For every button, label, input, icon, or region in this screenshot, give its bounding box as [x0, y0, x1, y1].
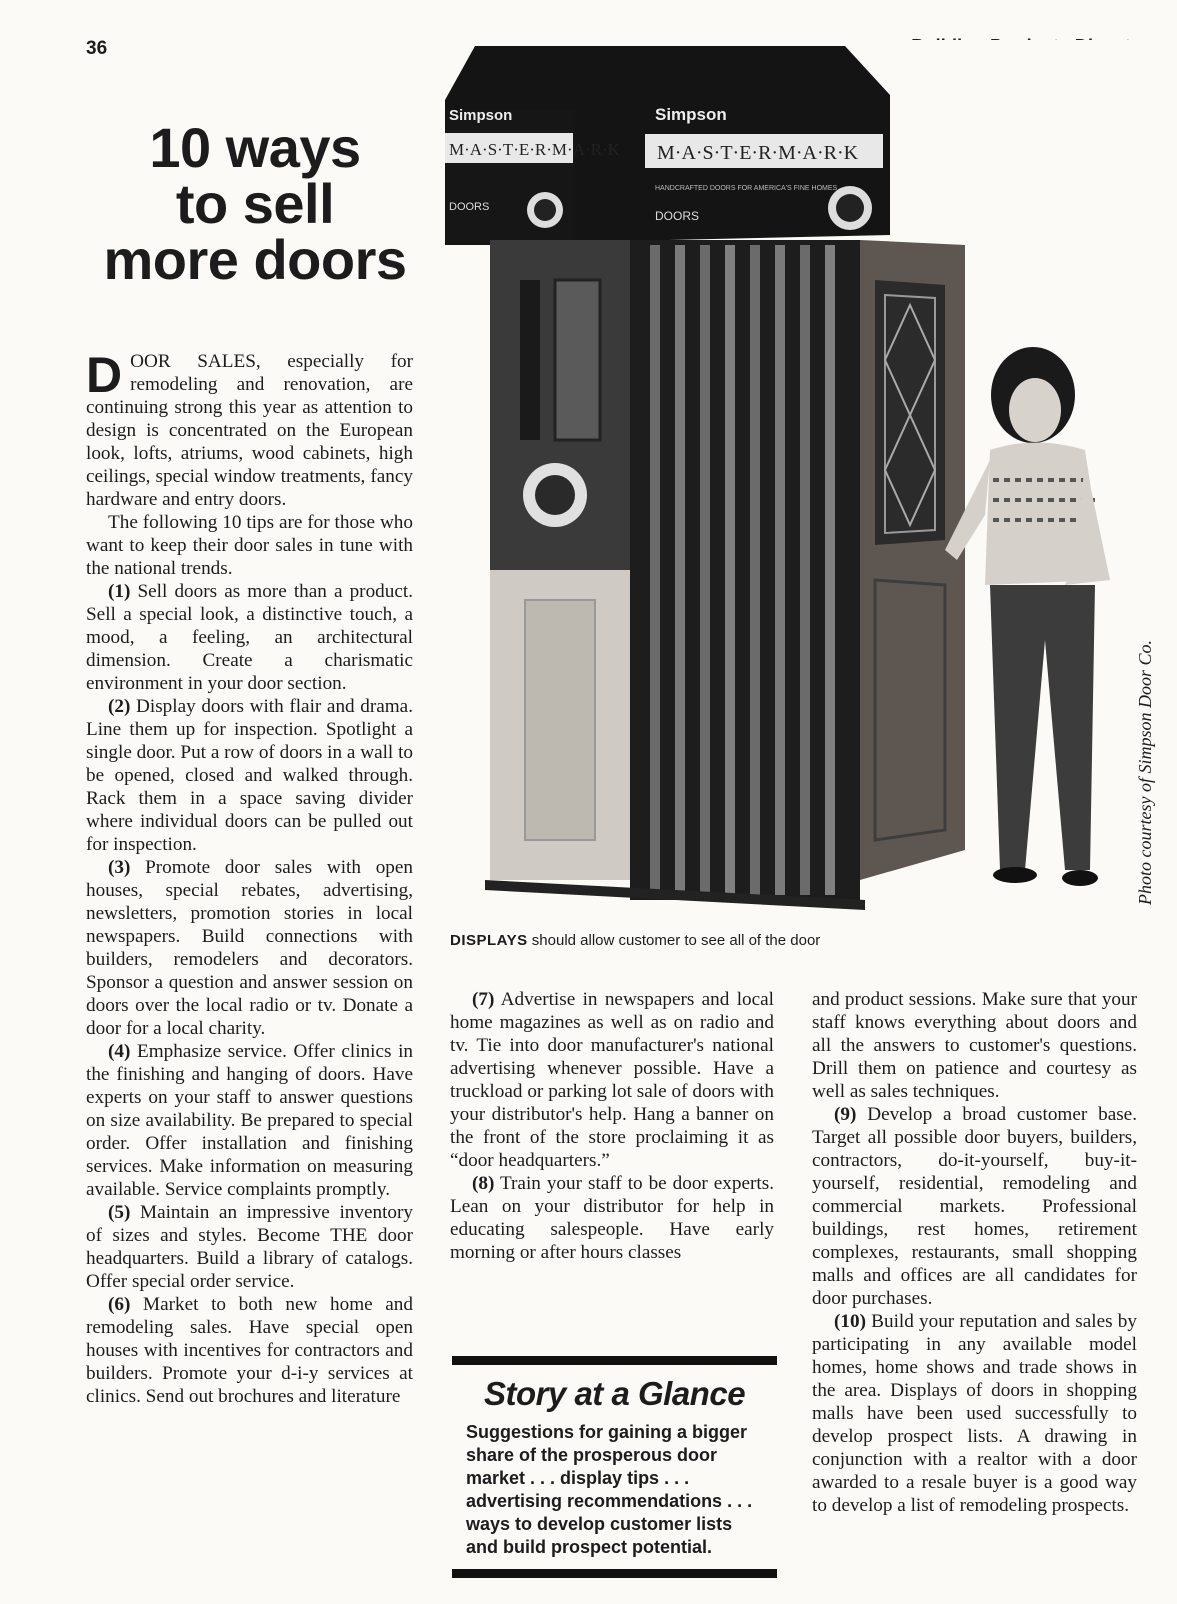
- tip-6: (6) Market to both new home and remodeling sales. Have special open houses with incentives for contractors and builders. Promote your d-i-y services at clinics. Send out brochures and literature: [86, 1294, 413, 1407]
- tip-10: (10) Build your reputation and sales by participating in any available model homes, home shows and trade shows in the area. Displays of doors in shopping malls have been used successfully to develop prospect lists. A drawing in conjunction with a realtor with a door awarded to a resale buyer is a good way to develop a list of remodeling prospects.: [812, 1311, 1137, 1516]
- headline: [70, 116, 440, 291]
- caption-lead: DISPLAYS: [450, 932, 528, 949]
- headline-line-3: more doors: [103, 228, 407, 291]
- tip-8: (8) Train your staff to be door experts. Lean on your distributor for help in educating salespeople. Have early morning or after hours classes: [450, 1173, 774, 1263]
- headline-line-1: 10 ways: [149, 116, 361, 179]
- intro-paragraph: [86, 347, 413, 511]
- photo-credit: Photo courtesy of Simpson Door Co.: [1135, 640, 1155, 905]
- svg-text:M·A·S·T·E·R·M·A·R·K: M·A·S·T·E·R·M·A·R·K: [449, 140, 620, 159]
- drop-cap: D: [86, 347, 123, 403]
- intro-text: OOR SALES, especially for remodeling and renovation, are continuing strong this year as attention to design is concentrated on the European look, lofts, atriums, wood cabinets, high ceilings, special window treatments, fancy hardware and entry doors.: [86, 351, 413, 510]
- article-paragraph: The following 10 tips are for those who want to keep their door sales in tune with the national trends.: [86, 512, 413, 579]
- article-column-1: [86, 347, 413, 1408]
- glance-top-rule: [452, 1356, 777, 1365]
- story-at-a-glance: [452, 1356, 777, 1578]
- glance-text: Suggestions for gaining a bigger share of the prosperous door market . . . display tips . . . advertising recommendations . . . ways to develop customer lists and build prospect potential.: [466, 1422, 753, 1557]
- page-number: 36: [86, 38, 108, 59]
- caption-text: should allow customer to see all of the door: [527, 932, 821, 949]
- headline-line-2: to sell: [175, 172, 335, 235]
- tip-9: (9) Develop a broad customer base. Target all possible door buyers, builders, contractors, do-it-yourself, buy-it-yourself, residential, remodeling and commercial markets. Professional buildings, rest homes, retirement complexes, restaurants, small shopping malls and offices are all candidates for door purchases.: [812, 1104, 1137, 1309]
- svg-text:DOORS: DOORS: [449, 201, 490, 213]
- tip-3: (3) Promote door sales with open houses, special rebates, advertising, newsletters, promotion stories in local newspapers. Build connections with builders, remodelers and decorators. Sponsor a question and answer session on doors over the local radio or tv. Donate a door for a local charity.: [86, 857, 413, 1039]
- tip-5: (5) Maintain an impressive inventory of sizes and styles. Become THE door headquarters. Build a library of catalogs. Offer special order service.: [86, 1202, 413, 1292]
- tip-1: (1) Sell doors as more than a product. Sell a special look, a distinctive touch, a mood, a feeling, an architectural dimension. Create a charismatic environment in your door section.: [86, 581, 413, 694]
- glance-title: Story at a Glance: [483, 1375, 746, 1412]
- tip-8-continued: and product sessions. Make sure that your staff knows everything about doors and all the answers to customer's questions. Drill them on patience and courtesy as well as sales techniques.: [812, 989, 1137, 1102]
- article-column-2: [450, 988, 774, 1264]
- article-column-3: [812, 988, 1137, 1517]
- door-display-photo: [445, 40, 1135, 920]
- svg-text:HANDCRAFTED DOORS FOR AMERICA': HANDCRAFTED DOORS FOR AMERICA'S FINE HOMES: [655, 185, 838, 192]
- svg-text:DOORS: DOORS: [655, 209, 700, 223]
- svg-text:M·A·S·T·E·R·M·A·R·K: M·A·S·T·E·R·M·A·R·K: [657, 142, 859, 164]
- svg-text:Simpson: Simpson: [655, 105, 727, 124]
- svg-text:Simpson: Simpson: [449, 107, 513, 124]
- glance-bottom-rule: [452, 1569, 777, 1578]
- photo-caption: [450, 932, 820, 949]
- open-door: [860, 240, 965, 880]
- tip-7: (7) Advertise in newspapers and local home magazines as well as on radio and tv. Tie into door manufacturer's national advertising whenever possible. Have a truckload or parking lot sale of doors with your distributor's help. Hang a banner on the front of the store proclaiming it as “door headquarters.”: [450, 989, 774, 1171]
- tip-2: (2) Display doors with flair and drama. Line them up for inspection. Spotlight a single door. Put a row of doors in a wall to be opened, closed and walked through. Rack them in a space saving divider where individual doors can be pulled out for inspection.: [86, 696, 413, 855]
- tip-4: (4) Emphasize service. Offer clinics in the finishing and hanging of doors. Have experts on your staff to answer questions on size availability. Be prepared to special order. Offer installation and finishing services. Make information on measuring available. Service complaints promptly.: [86, 1041, 413, 1200]
